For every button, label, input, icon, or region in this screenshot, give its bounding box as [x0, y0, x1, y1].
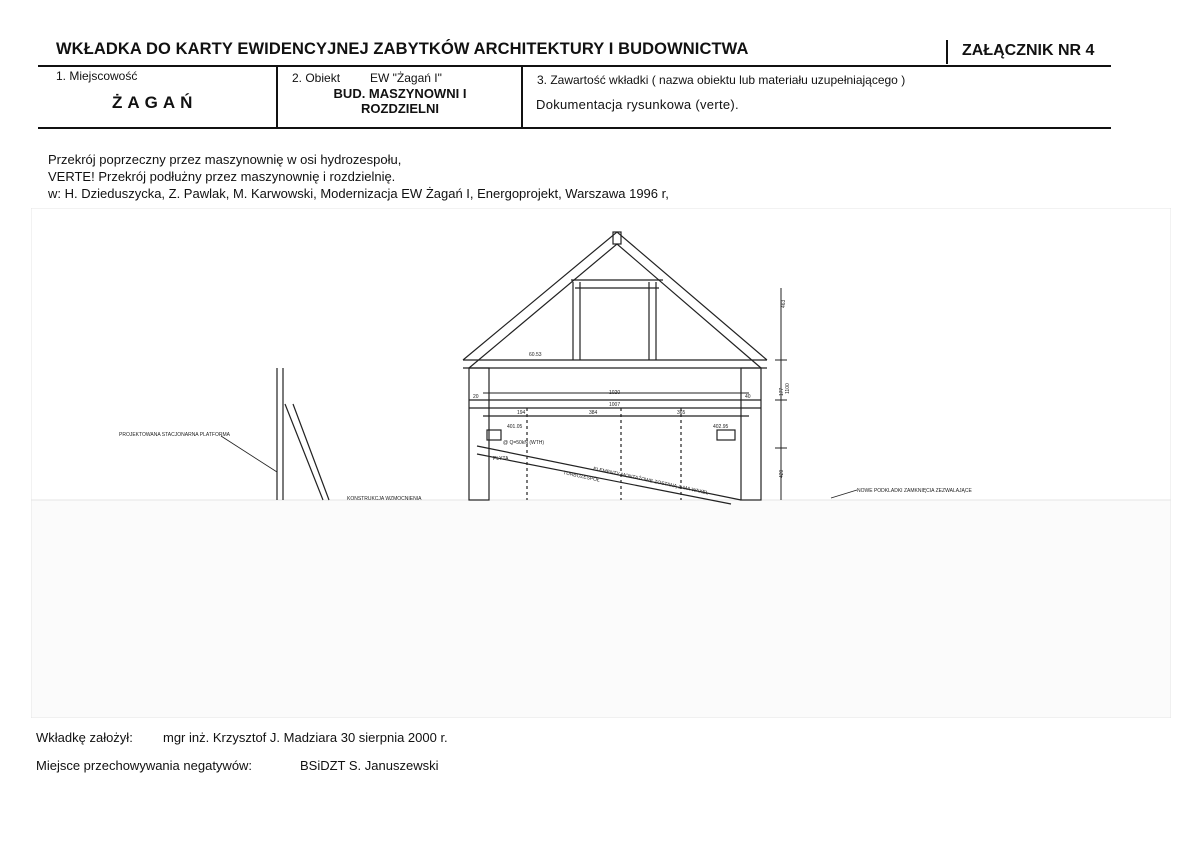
label-crane: @ Q=50kN (WTH): [503, 440, 545, 446]
dimension-20: 20: [473, 394, 479, 400]
object-short-name: EW "Żagań I": [370, 71, 442, 85]
header-rule: [38, 65, 1111, 67]
field-divider-2: [521, 66, 523, 127]
dimension-1100: 1100: [785, 383, 791, 394]
label-elements: ELEMENTY MONTAŻOWE ZOSTANĄ Z-MA WAXEL: [592, 466, 709, 497]
dimension-177: 177: [779, 387, 785, 396]
dimension-365: 365: [677, 410, 686, 416]
content-label: 3. Zawartość wkładki ( nazwa obiektu lub materiału uzupełniającego ): [537, 73, 906, 87]
description-line-1: Przekrój poprzeczny przez maszynownię w osi hydrozespołu,: [48, 152, 402, 167]
description-line-3: w: H. Dzieduszycka, Z. Pawlak, M. Karwowski, Modernizacja EW Żagań I, Energoprojekt, Warszawa 1996 r,: [48, 186, 669, 201]
dimension-1020: 1020: [609, 390, 621, 396]
dimension-194: 194: [517, 410, 526, 416]
cross-section-drawing: [31, 208, 1171, 718]
founder-label: Wkładkę założył:: [36, 730, 133, 745]
description-line-2: VERTE! Przekrój podłużny przez maszynownię i rozdzielnię.: [48, 169, 396, 184]
dimension-402-95: 402.95: [713, 424, 729, 430]
card-title: WKŁADKA DO KARTY EWIDENCYJNEJ ZABYTKÓW ARCHITEKTURY I BUDOWNICTWA: [56, 40, 749, 58]
header-divider: [946, 40, 948, 64]
storage-value: BSiDZT S. Januszewski: [300, 758, 439, 773]
dimension-40: 40: [745, 394, 751, 400]
locality-value: ŻAGAŃ: [112, 93, 198, 112]
founder-value: mgr inż. Krzysztof J. Madziara 30 sierpnia 2000 r.: [163, 730, 448, 745]
dimension-60-53: 60.53: [529, 352, 542, 358]
label-right-note: NOWE PODKLADKI ZAMKNIĘCIA ZEZWALAJĄCE: [857, 488, 972, 494]
dimension-463: 463: [781, 299, 787, 308]
content-value: Dokumentacja rysunkowa (verte).: [536, 97, 739, 112]
label-turbine: TURBOZESPÓŁ: [562, 470, 601, 484]
label-slab: PŁYTA: [493, 456, 509, 462]
dimension-401-05: 401.05: [507, 424, 523, 430]
locality-label: 1. Miejscowość: [56, 69, 138, 83]
label-left-note: PROJEKTOWANA STACJONARNA PLATFORMA: [119, 432, 230, 438]
field-divider-1: [276, 66, 278, 127]
object-label: 2. Obiekt: [292, 71, 341, 85]
fields-bottom-rule: [38, 127, 1111, 129]
drawing-sheet-lower: [31, 500, 1171, 718]
dimension-420: 420: [779, 469, 785, 478]
object-name: BUD. MASZYNOWNI I ROZDZIELNI: [333, 86, 467, 116]
label-reconstruction: KONSTRUKCJA WZMOCNIENIA: [347, 496, 422, 502]
dimension-1007: 1007: [609, 402, 621, 408]
dimension-384: 384: [589, 410, 598, 416]
storage-label: Miejsce przechowywania negatywów:: [36, 758, 253, 773]
drawing-sheet-upper: [31, 208, 1171, 500]
annex-number: ZAŁĄCZNIK NR 4: [962, 42, 1095, 59]
